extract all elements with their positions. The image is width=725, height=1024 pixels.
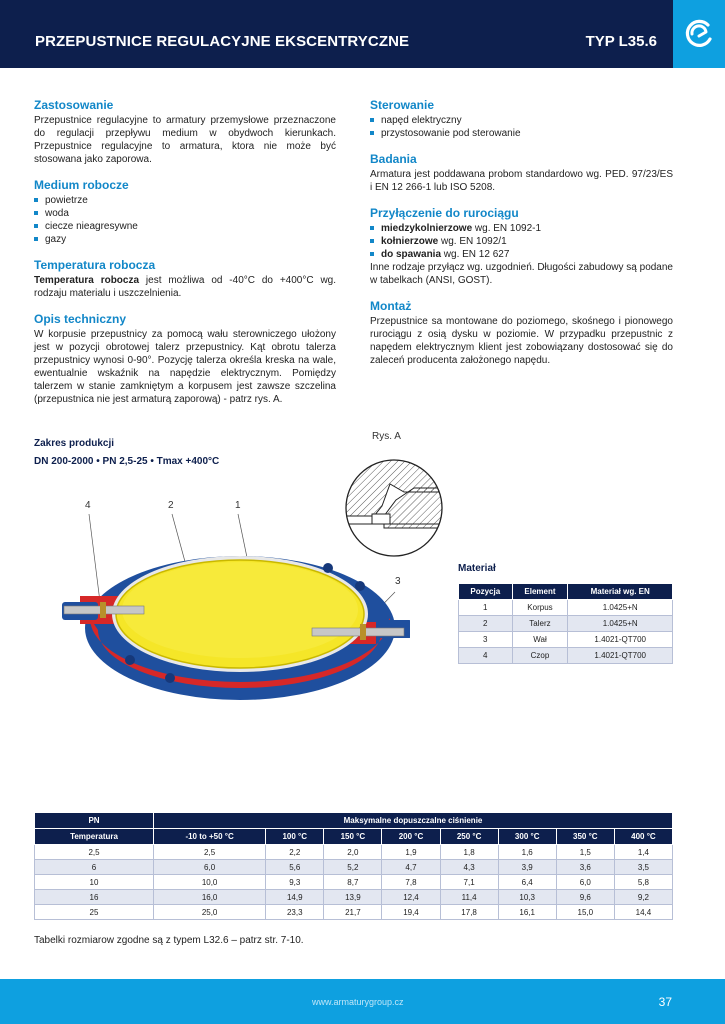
section-heading-medium: Medium robocze (34, 178, 129, 192)
brand-logo (673, 0, 725, 68)
table-cell: 16,0 (154, 890, 266, 905)
section-text-opis: W korpusie przepustnicy za pomocą wału sterowniczego ułożony jest w pozycji obrotowej talerz przepustnicy. Kąt obrotu talerza przepustnicy wynosi 0-90°. Pozycję talerza określa kreska na wale, ewentualnie wskaźnik na napędzie elektrycznym. Pomiędzy talerzem w stanie zamkniętym a korpusem jest zawsze szczelina (przepustnica nie jest armaturą zaporową) - patrz rys. A. (34, 329, 336, 405)
text-span: wg. EN 1092-1 (472, 223, 542, 234)
table-cell: 7,1 (440, 875, 498, 890)
section-heading-przylaczenie: Przyłączenie do rurociągu (370, 206, 519, 220)
table-cell: 6,0 (154, 860, 266, 875)
table-cell: 10,0 (154, 875, 266, 890)
list-item: woda (34, 207, 336, 220)
section-text-temperatura (34, 274, 336, 300)
pressure-table (34, 812, 673, 920)
section-heading-zastosowanie: Zastosowanie (34, 98, 114, 112)
brand-logo-icon (682, 17, 716, 51)
table-cell: 21,7 (324, 905, 382, 920)
table-header: 200 °C (382, 829, 440, 845)
table-cell: 23,3 (266, 905, 324, 920)
list-item (370, 235, 673, 248)
table-row (35, 875, 673, 890)
production-title: Zakres produkcji (34, 438, 115, 449)
table-cell: 1,8 (440, 845, 498, 860)
bold-term: miedzykolnierzowe (381, 223, 473, 234)
table-header: Maksymalne dopuszczalne ciśnienie (154, 813, 673, 829)
table-cell: 4 (459, 648, 513, 664)
table-row (35, 890, 673, 905)
valve-illustration (60, 510, 410, 710)
bold-term: kołnierzowe (381, 236, 439, 247)
text-span: wg. EN 12 627 (441, 249, 510, 260)
production-range: DN 200-2000 • PN 2,5-25 • Tmax +400°C (34, 456, 220, 467)
table-cell: 9,6 (556, 890, 614, 905)
table-cell: 4,3 (440, 860, 498, 875)
list-item: ciecze nieagresywne (34, 220, 336, 233)
list-item (370, 222, 673, 235)
list-item: napęd elektryczny (370, 114, 673, 127)
right-column (370, 98, 673, 367)
product-type: TYP L35.6 (585, 33, 657, 50)
callout-label: 3 (395, 576, 401, 587)
table-cell: 9,2 (614, 890, 672, 905)
section-text-montaz: Przepustnice sa montowane do poziomego, skośnego i pionowego rurociągu z osią dysku w poziomie. W przypadku przepustnic z napędem elektrycznym klient jest zobowiązany dostosować się do zaleceń producenta założonego napędu. (370, 316, 673, 366)
website-link[interactable]: www.armaturygroup.cz (312, 997, 404, 1007)
table-header-row (35, 813, 673, 829)
table-cell: 3 (459, 632, 513, 648)
table-header: Pozycja (459, 584, 513, 600)
table-cell: 25 (35, 905, 154, 920)
table-cell: 2,0 (324, 845, 382, 860)
list-item (370, 248, 673, 261)
table-cell: 2,5 (35, 845, 154, 860)
left-column (34, 98, 336, 406)
table-row (35, 905, 673, 920)
medium-list (34, 194, 336, 246)
callout-label: 1 (235, 500, 241, 511)
page-title: PRZEPUSTNICE REGULACYJNE EKSCENTRYCZNE (35, 33, 410, 50)
table-cell: 6,4 (498, 875, 556, 890)
bold-term: do spawania (381, 249, 442, 260)
table-cell: 16,1 (498, 905, 556, 920)
table-header: -10 to +50 °C (154, 829, 266, 845)
table-cell: 11,4 (440, 890, 498, 905)
table-cell: 16 (35, 890, 154, 905)
table-cell: Czop (512, 648, 568, 664)
bold-term: Temperatura robocza (34, 275, 140, 286)
table-header: Element (512, 584, 568, 600)
table-cell: 1,4 (614, 845, 672, 860)
list-item: przystosowanie pod sterowanie (370, 127, 673, 140)
table-cell: 15,0 (556, 905, 614, 920)
table-header: Temperatura (35, 829, 154, 845)
table-cell: 5,6 (266, 860, 324, 875)
table-row (35, 860, 673, 875)
text-span: jest możliwa od -40°C do +400°C wg. rodzaju materialu i uszczelnienia. (34, 275, 337, 299)
table-cell: 3,6 (556, 860, 614, 875)
page-footer (0, 979, 725, 1024)
section-heading-badania: Badania (370, 152, 417, 166)
table-header: 250 °C (440, 829, 498, 845)
page-header (0, 0, 725, 68)
table-cell: 1.4021-QT700 (568, 648, 673, 664)
section-heading-opis: Opis techniczny (34, 312, 127, 326)
table-header: Materiał wg. EN (568, 584, 673, 600)
table-cell: 2,2 (266, 845, 324, 860)
table-cell: 1,5 (556, 845, 614, 860)
section-heading-temperatura: Temperatura robocza (34, 258, 156, 272)
table-cell: 5,2 (324, 860, 382, 875)
table-cell: 14,4 (614, 905, 672, 920)
table-cell: 1.4021-QT700 (568, 632, 673, 648)
table-cell: 8,7 (324, 875, 382, 890)
table-row (459, 648, 673, 664)
text-span: wg. EN 1092/1 (438, 236, 507, 247)
material-table (458, 583, 673, 664)
table-cell: 17,8 (440, 905, 498, 920)
table-cell: 19,4 (382, 905, 440, 920)
section-text-zastosowanie: Przepustnice regulacyjne to armatury przemysłowe przeznaczone do regulacji przepływu medium w obydwoch kierunkach. Przepustnice regulacyjne to armatura, ktora nie może być stosowana jako zaporowa. (34, 115, 336, 165)
table-cell: 2 (459, 616, 513, 632)
sterowanie-list (370, 114, 673, 140)
table-cell: 3,9 (498, 860, 556, 875)
table-header: 350 °C (556, 829, 614, 845)
table-header-row (35, 829, 673, 845)
table-cell: 1 (459, 600, 513, 616)
table-cell: 3,5 (614, 860, 672, 875)
list-item: gazy (34, 233, 336, 246)
table-cell: 1.0425+N (568, 600, 673, 616)
table-header: 100 °C (266, 829, 324, 845)
table-row (459, 632, 673, 648)
section-heading-montaz: Montaż (370, 299, 412, 313)
table-cell: 1,6 (498, 845, 556, 860)
page-number: 37 (658, 995, 672, 1009)
table-cell: 9,3 (266, 875, 324, 890)
table-cell: 2,5 (154, 845, 266, 860)
callout-label: 4 (85, 500, 91, 511)
footnote: Tabelki rozmiarow zgodne są z typem L32.6 – patrz str. 7-10. (34, 935, 304, 946)
table-cell: Talerz (512, 616, 568, 632)
material-title: Materiał (458, 563, 496, 574)
table-cell: 5,8 (614, 875, 672, 890)
table-header: 400 °C (614, 829, 672, 845)
przylaczenie-list (370, 222, 673, 261)
table-cell: Wał (512, 632, 568, 648)
table-row (459, 616, 673, 632)
table-header-row (459, 584, 673, 600)
table-header: 300 °C (498, 829, 556, 845)
table-cell: 1.0425+N (568, 616, 673, 632)
table-cell: Korpus (512, 600, 568, 616)
figure-label: Rys. A (372, 431, 401, 442)
table-cell: 10 (35, 875, 154, 890)
section-text-badania: Armatura jest poddawana probom standardowo wg. PED. 97/23/ES i EN 12 266-1 lub ISO 5208. (370, 169, 673, 193)
table-cell: 10,3 (498, 890, 556, 905)
section-heading-sterowanie: Sterowanie (370, 98, 435, 112)
table-cell: 7,8 (382, 875, 440, 890)
table-cell: 13,9 (324, 890, 382, 905)
table-header: PN (35, 813, 154, 829)
table-cell: 14,9 (266, 890, 324, 905)
section-text-przylaczenie: Inne rodzaje przyłącz wg. uzgodnień. Długości zabudowy są podane w tabelkach (ANSI, GOST). (370, 262, 673, 286)
table-row (459, 600, 673, 616)
table-cell: 6 (35, 860, 154, 875)
table-cell: 12,4 (382, 890, 440, 905)
table-cell: 4,7 (382, 860, 440, 875)
table-cell: 6,0 (556, 875, 614, 890)
table-cell: 1,9 (382, 845, 440, 860)
list-item: powietrze (34, 194, 336, 207)
callout-label: 2 (168, 500, 174, 511)
table-header: 150 °C (324, 829, 382, 845)
table-cell: 25,0 (154, 905, 266, 920)
table-row (35, 845, 673, 860)
